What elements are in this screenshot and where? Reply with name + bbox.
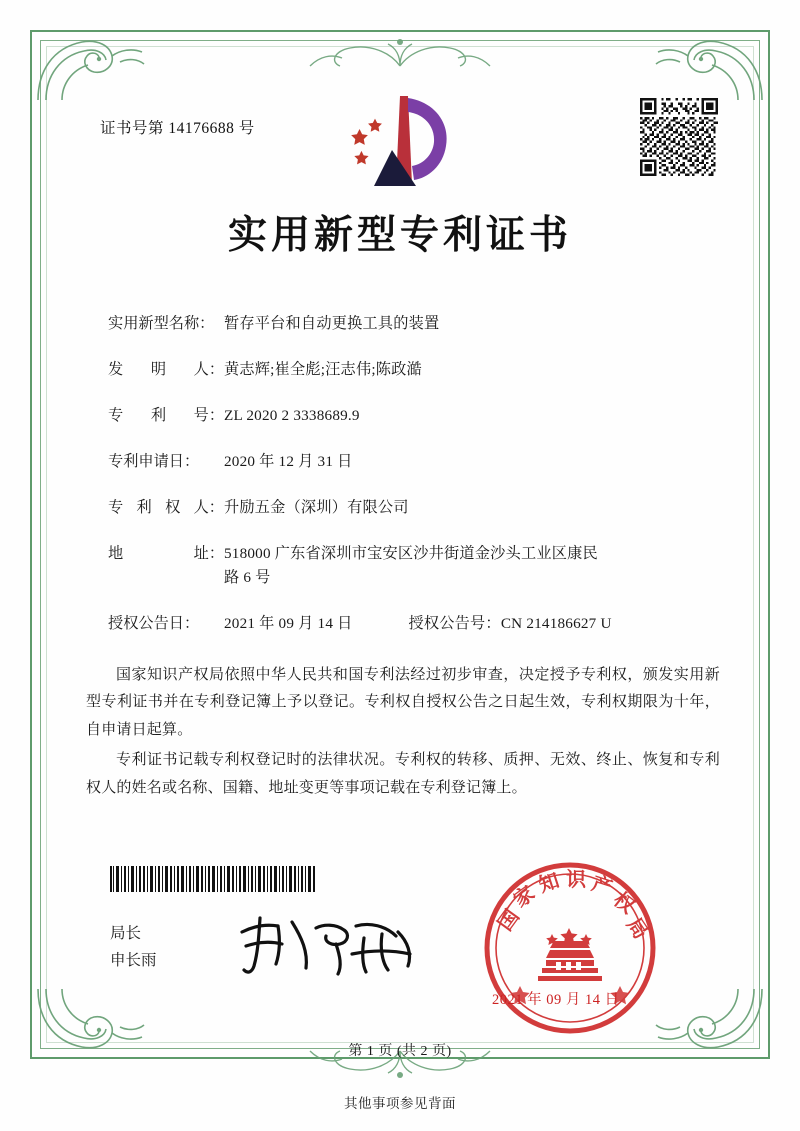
signature-name: 申长雨 xyxy=(110,952,157,970)
seal-date: 2021 年 09 月 14 日 xyxy=(492,992,620,1008)
page-number: 第 1 页 (共 2 页) xyxy=(348,1044,452,1059)
field-row-patentee xyxy=(108,496,720,520)
field-row-application-date xyxy=(108,450,720,474)
svg-text:国: 国 xyxy=(494,905,524,936)
field-value-line1: 518000 广东省深圳市宝安区沙井街道金沙头工业区康民 xyxy=(224,545,598,563)
signature-role: 局长 xyxy=(110,925,142,942)
svg-text:家: 家 xyxy=(509,882,540,912)
handwritten-signature-icon xyxy=(232,908,422,980)
official-seal xyxy=(480,858,660,1038)
field-value: ZL 2020 2 3338689.9 xyxy=(224,407,360,425)
field-value-line2: 路 6 号 xyxy=(224,568,271,586)
legal-paragraph-1: 国家知识产权局依照中华人民共和国专利法经过初步审查，决定授予专利权，颁发实用新型专利证书并在专利登记簿上予以登记。专利权自授权公告之日起生效，专利权期限为十年，自申请日起算。 xyxy=(86,666,720,738)
corner-ornament-icon xyxy=(32,32,148,106)
publication-number-label: 授权公告号： xyxy=(408,614,501,632)
field-label-char: 发 xyxy=(108,361,124,379)
field-label-char: 地 xyxy=(108,545,124,563)
field-label-char: 人： xyxy=(193,499,224,517)
barcode xyxy=(110,866,315,892)
field-value: 升励五金（深圳）有限公司 xyxy=(224,499,409,517)
grant-date-value: 2021 年 09 月 14 日 xyxy=(224,614,353,632)
certificate-content xyxy=(80,96,720,804)
edge-ornament-top-icon xyxy=(250,30,550,70)
legal-paragraph-2: 专利证书记载专利权登记时的法律状况。专利权的转移、质押、无效、终止、恢复和专利权人的姓名或名称、国籍、地址变更等事项记载在专利登记簿上。 xyxy=(86,751,720,796)
field-row-patent-number xyxy=(108,404,720,428)
field-value: 暂存平台和自动更换工具的装置 xyxy=(224,315,440,332)
field-label-char: 专 xyxy=(108,499,124,517)
field-label-char: 利 xyxy=(136,499,152,517)
field-label-char: 人： xyxy=(193,361,224,379)
footer-note: 其他事项参见背面 xyxy=(344,1096,456,1111)
field-value: 2020 年 12 月 31 日 xyxy=(224,453,353,471)
field-label: 专利申请日： xyxy=(108,453,200,471)
svg-text:知: 知 xyxy=(536,869,563,897)
signature-block xyxy=(110,920,157,974)
field-label xyxy=(108,496,224,520)
svg-text:权: 权 xyxy=(609,888,639,919)
field-label-char: 址： xyxy=(193,545,224,563)
field-row-inventors xyxy=(108,358,720,382)
field-label-char: 权 xyxy=(165,499,181,517)
svg-text:产: 产 xyxy=(588,872,615,900)
field-label-char: 专 xyxy=(108,407,124,425)
field-label: 实用新型名称： xyxy=(108,315,215,332)
field-value xyxy=(224,542,720,589)
field-value-group xyxy=(224,612,720,636)
legal-text xyxy=(80,662,720,803)
certificate-number: 证书号第 14176688 号 xyxy=(100,120,255,137)
field-row-address xyxy=(108,542,720,589)
field-label-char: 明 xyxy=(150,361,166,379)
field-label xyxy=(108,358,224,382)
publication-number-value: CN 214186627 U xyxy=(500,614,612,632)
field-value: 黄志辉;崔全彪;汪志伟;陈政澔 xyxy=(224,361,422,379)
field-row-grant-announcement xyxy=(108,612,720,636)
svg-text:局: 局 xyxy=(622,914,652,944)
field-label xyxy=(108,542,224,566)
corner-ornament-icon xyxy=(652,32,768,106)
field-label-char: 号： xyxy=(193,407,224,425)
field-label: 授权公告日： xyxy=(108,614,200,632)
field-row-utility-model-name xyxy=(108,312,720,336)
svg-text:识: 识 xyxy=(566,869,586,891)
field-label-char: 利 xyxy=(150,407,166,425)
page-title: 实用新型专利证书 xyxy=(227,214,572,257)
field-label xyxy=(108,404,224,428)
field-list xyxy=(80,312,720,636)
